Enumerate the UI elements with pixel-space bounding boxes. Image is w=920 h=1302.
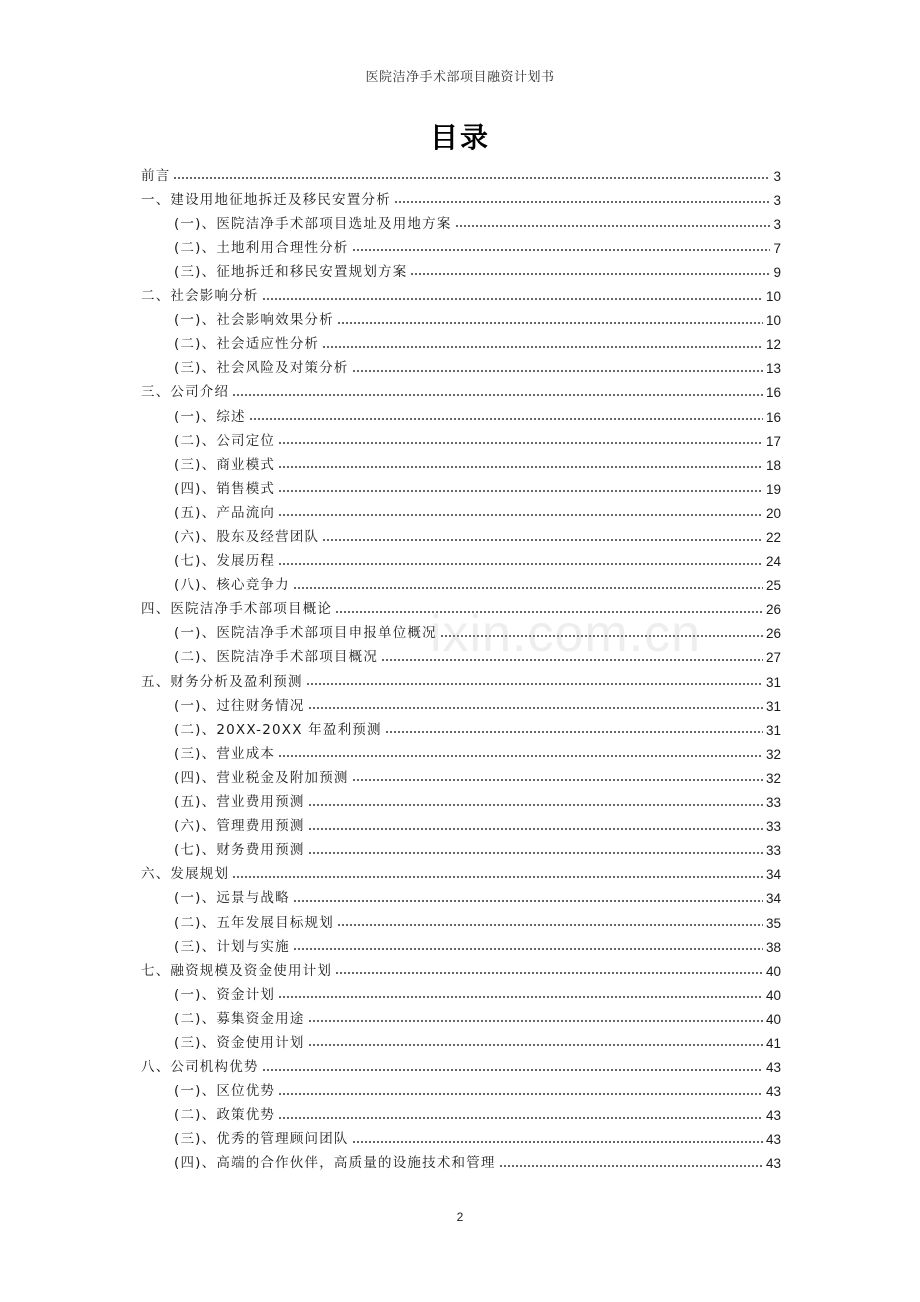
toc-entry-page: 35 [765, 915, 781, 931]
toc-entry-page: 18 [765, 457, 781, 473]
toc-entry-label: (三)、商业模式 [174, 456, 276, 473]
toc-entry-label: (三)、征地拆迁和移民安置规划方案 [174, 263, 408, 280]
toc-dot-leader [499, 1165, 763, 1167]
toc-entry[interactable] [141, 307, 781, 331]
toc-dot-leader [278, 755, 763, 757]
toc-entry-label: 六、发展规划 [141, 866, 230, 883]
toc-entry-page: 40 [765, 963, 781, 979]
toc-entry-page: 31 [765, 698, 781, 714]
toc-entry-label: (一)、资金计划 [174, 986, 276, 1003]
toc-entry-page: 31 [765, 674, 781, 690]
toc-entry-label: (二)、募集资金用途 [174, 1010, 305, 1027]
toc-entry-label: (六)、股东及经营团队 [174, 529, 320, 545]
toc-entry-label: 七、融资规模及资金使用计划 [141, 962, 333, 979]
toc-entry[interactable] [141, 740, 781, 764]
toc-entry-page: 7 [773, 240, 781, 256]
toc-title: 目录 [429, 121, 490, 154]
toc-dot-leader [352, 370, 763, 372]
toc-entry-page: 43 [765, 1132, 781, 1148]
toc-entry-page: 3 [773, 192, 781, 208]
toc-entry-label: (五)、营业费用预测 [174, 794, 305, 811]
toc-dot-leader [278, 442, 763, 444]
toc-dot-leader [308, 1044, 763, 1046]
toc-entry[interactable] [141, 764, 781, 788]
toc-entry-label: (一)、医院洁净手术部项目申报单位概况 [174, 625, 437, 642]
toc-entry-page: 26 [765, 602, 781, 618]
toc-entry-label: (二)、公司定位 [174, 432, 276, 449]
toc-dot-leader [278, 466, 763, 468]
toc-entry-label: (一)、过往财务情况 [174, 697, 305, 714]
toc-entry[interactable] [141, 813, 781, 837]
toc-entry-page: 40 [765, 987, 781, 1003]
toc-entry-page: 22 [765, 530, 781, 545]
toc-entry-page: 38 [765, 939, 781, 955]
toc-dot-leader [410, 273, 770, 275]
toc-entry-page: 26 [765, 626, 781, 642]
toc-entry[interactable] [141, 572, 781, 596]
toc-dot-leader [335, 611, 763, 613]
toc-entry-page: 43 [765, 1060, 781, 1076]
toc-entry[interactable] [141, 716, 781, 740]
toc-dot-leader [352, 779, 763, 781]
toc-entry-label: 一、建设用地征地拆迁及移民安置分析 [141, 191, 391, 208]
toc-entry[interactable] [141, 355, 781, 379]
toc-entry-label: (二)、政策优势 [174, 1107, 276, 1124]
toc-entry[interactable] [141, 1126, 781, 1150]
toc-entry-label: 四、医院洁净手术部项目概论 [141, 601, 333, 618]
toc-dot-leader [335, 972, 763, 974]
toc-entry-page: 41 [765, 1035, 781, 1051]
toc-entry[interactable] [141, 1078, 781, 1102]
toc-dot-leader [308, 804, 763, 806]
toc-entry[interactable] [141, 1150, 781, 1174]
toc-entry[interactable] [141, 427, 781, 451]
toc-entry-label: (四)、营业税金及附加预测 [174, 769, 349, 786]
toc-entry[interactable] [141, 1053, 781, 1077]
toc-entry-label: (二)、土地利用合理性分析 [174, 239, 349, 256]
toc-entry-label: (四)、高端的合作伙伴，高质量的设施技术和管理 [174, 1155, 496, 1172]
toc-entry[interactable] [141, 523, 781, 547]
toc-dot-leader [262, 1069, 763, 1071]
toc-dot-leader [262, 298, 763, 300]
toc-entry-page: 43 [765, 1108, 781, 1124]
toc-dot-leader [394, 201, 771, 203]
toc-entry[interactable] [141, 861, 781, 885]
toc-entry[interactable] [141, 644, 781, 668]
toc-dot-leader [308, 707, 763, 709]
toc-entry-page: 25 [765, 578, 781, 594]
toc-dot-leader [337, 322, 763, 324]
toc-dot-leader [385, 731, 763, 733]
toc-dot-leader [278, 490, 763, 492]
toc-entry[interactable] [141, 981, 781, 1005]
toc-entry-label: (二)、医院洁净手术部项目概况 [174, 649, 379, 666]
toc-dot-leader [337, 924, 763, 926]
toc-entry-label: (二)、五年发展目标规划 [174, 914, 334, 931]
toc-dot-leader [308, 828, 763, 830]
toc-entry-page: 34 [765, 891, 781, 907]
toc-entry-label: 二、社会影响分析 [141, 288, 259, 305]
toc-entry[interactable] [141, 379, 781, 403]
toc-entry-label: (三)、优秀的管理顾问团队 [174, 1131, 349, 1148]
toc-entry-label: (一)、医院洁净手术部项目选址及用地方案 [174, 215, 452, 232]
toc-entry-label: (七)、财务费用预测 [174, 842, 305, 859]
toc-entry-label: (四)、销售模式 [174, 480, 276, 497]
toc-dot-leader [278, 1117, 763, 1119]
toc-dot-leader [352, 1141, 763, 1143]
toc-entry[interactable] [141, 1102, 781, 1126]
toc-entry-page: 3 [773, 216, 781, 232]
toc-entry-label: (八)、核心竞争力 [174, 577, 290, 594]
toc-dot-leader [232, 876, 763, 878]
toc-entry-label: (二)、20XX-20XX 年盈利预测 [174, 721, 382, 738]
toc-entry[interactable] [141, 162, 781, 186]
page-number: 2 [456, 1210, 464, 1224]
toc-dot-leader [352, 249, 771, 251]
toc-entry-label: (一)、综述 [174, 408, 246, 425]
toc-entry-label: (三)、计划与实施 [174, 938, 290, 955]
toc-entry[interactable] [141, 186, 781, 210]
watermark: ixin.com.cn [430, 605, 702, 663]
toc-entry[interactable] [141, 210, 781, 234]
toc-entry[interactable] [141, 837, 781, 861]
toc-entry-page: 43 [765, 1156, 781, 1172]
toc-entry-page: 27 [765, 650, 781, 666]
toc-entry[interactable] [141, 957, 781, 981]
toc-dot-leader [293, 948, 763, 950]
toc-entry-label: (二)、社会适应性分析 [174, 336, 320, 353]
toc-dot-leader [278, 996, 763, 998]
toc-dot-leader [232, 394, 763, 396]
toc-entry[interactable] [141, 548, 781, 572]
toc-dot-leader [306, 683, 763, 685]
toc-entry[interactable] [141, 668, 781, 692]
toc-entry-label: (一)、区位优势 [174, 1083, 276, 1100]
toc-entry[interactable] [141, 234, 781, 258]
toc-entry-page: 16 [765, 409, 781, 425]
toc-entry-label: (五)、产品流向 [174, 504, 276, 521]
toc-dot-leader [249, 418, 763, 420]
toc-entry-page: 24 [765, 554, 781, 570]
toc-dot-leader [322, 539, 763, 541]
toc-dot-leader [440, 635, 763, 637]
toc-dot-leader [293, 900, 763, 902]
toc-entry-label: (一)、远景与战略 [174, 890, 290, 907]
toc-entry[interactable] [141, 933, 781, 957]
toc-entry-page: 12 [765, 337, 781, 353]
toc-entry-page: 16 [765, 385, 781, 401]
toc-entry[interactable] [141, 451, 781, 475]
toc-entry[interactable] [141, 1029, 781, 1053]
toc-dot-leader [278, 514, 763, 516]
toc-entry[interactable] [141, 620, 781, 644]
toc-entry[interactable] [141, 258, 781, 282]
toc-entry-label: 五、财务分析及盈利预测 [141, 673, 303, 690]
toc-entry-label: (三)、社会风险及对策分析 [174, 360, 349, 377]
toc-entry-label: (六)、管理费用预测 [174, 818, 305, 835]
toc-entry-page: 19 [765, 481, 781, 497]
toc-entry-page: 33 [765, 795, 781, 811]
toc-entry-label: (七)、发展历程 [174, 553, 276, 570]
toc-entry[interactable] [141, 885, 781, 909]
toc-entry-label: (一)、社会影响效果分析 [174, 312, 334, 329]
toc-entry[interactable] [141, 499, 781, 523]
toc-dot-leader [455, 225, 771, 227]
toc-entry[interactable] [141, 1005, 781, 1029]
toc-entry-page: 40 [765, 1011, 781, 1027]
toc-entry-page: 3 [773, 168, 781, 184]
toc-entry[interactable] [141, 788, 781, 812]
toc-entry-page: 31 [765, 722, 781, 738]
toc-entry-page: 43 [765, 1084, 781, 1100]
toc-entry-label: (三)、营业成本 [174, 745, 276, 762]
toc-dot-leader [308, 1020, 763, 1022]
toc-entry-page: 20 [765, 505, 781, 521]
toc-entry[interactable] [141, 475, 781, 499]
toc-dot-leader [173, 177, 770, 179]
toc-dot-leader [322, 346, 763, 348]
toc-entry[interactable] [141, 909, 781, 933]
toc-dot-leader [293, 587, 763, 589]
toc-entry-page: 32 [765, 746, 781, 762]
toc-entry-page: 32 [765, 770, 781, 786]
toc-entry-page: 33 [765, 843, 781, 859]
running-header: 医院洁净手术部项目融资计划书 [365, 70, 555, 85]
toc-entry-label: 前言 [141, 167, 171, 184]
toc-entry[interactable] [141, 331, 781, 355]
toc-entry-label: 三、公司介绍 [141, 384, 230, 401]
toc-entry-page: 33 [765, 819, 781, 835]
toc-entry[interactable] [141, 692, 781, 716]
toc-entry-page: 34 [765, 867, 781, 883]
table-of-contents [141, 162, 781, 1174]
toc-dot-leader [308, 852, 763, 854]
toc-entry-page: 13 [765, 361, 781, 377]
toc-entry-page: 9 [773, 264, 781, 280]
toc-entry[interactable] [141, 282, 781, 306]
toc-entry-page: 10 [765, 289, 781, 305]
toc-dot-leader [278, 563, 763, 565]
toc-entry[interactable] [141, 596, 781, 620]
toc-entry-page: 17 [765, 433, 781, 449]
toc-dot-leader [381, 659, 763, 661]
toc-entry[interactable] [141, 403, 781, 427]
toc-entry-label: 八、公司机构优势 [141, 1059, 259, 1076]
toc-dot-leader [278, 1093, 763, 1095]
toc-entry-label: (三)、资金使用计划 [174, 1034, 305, 1051]
toc-entry-page: 10 [765, 313, 781, 329]
